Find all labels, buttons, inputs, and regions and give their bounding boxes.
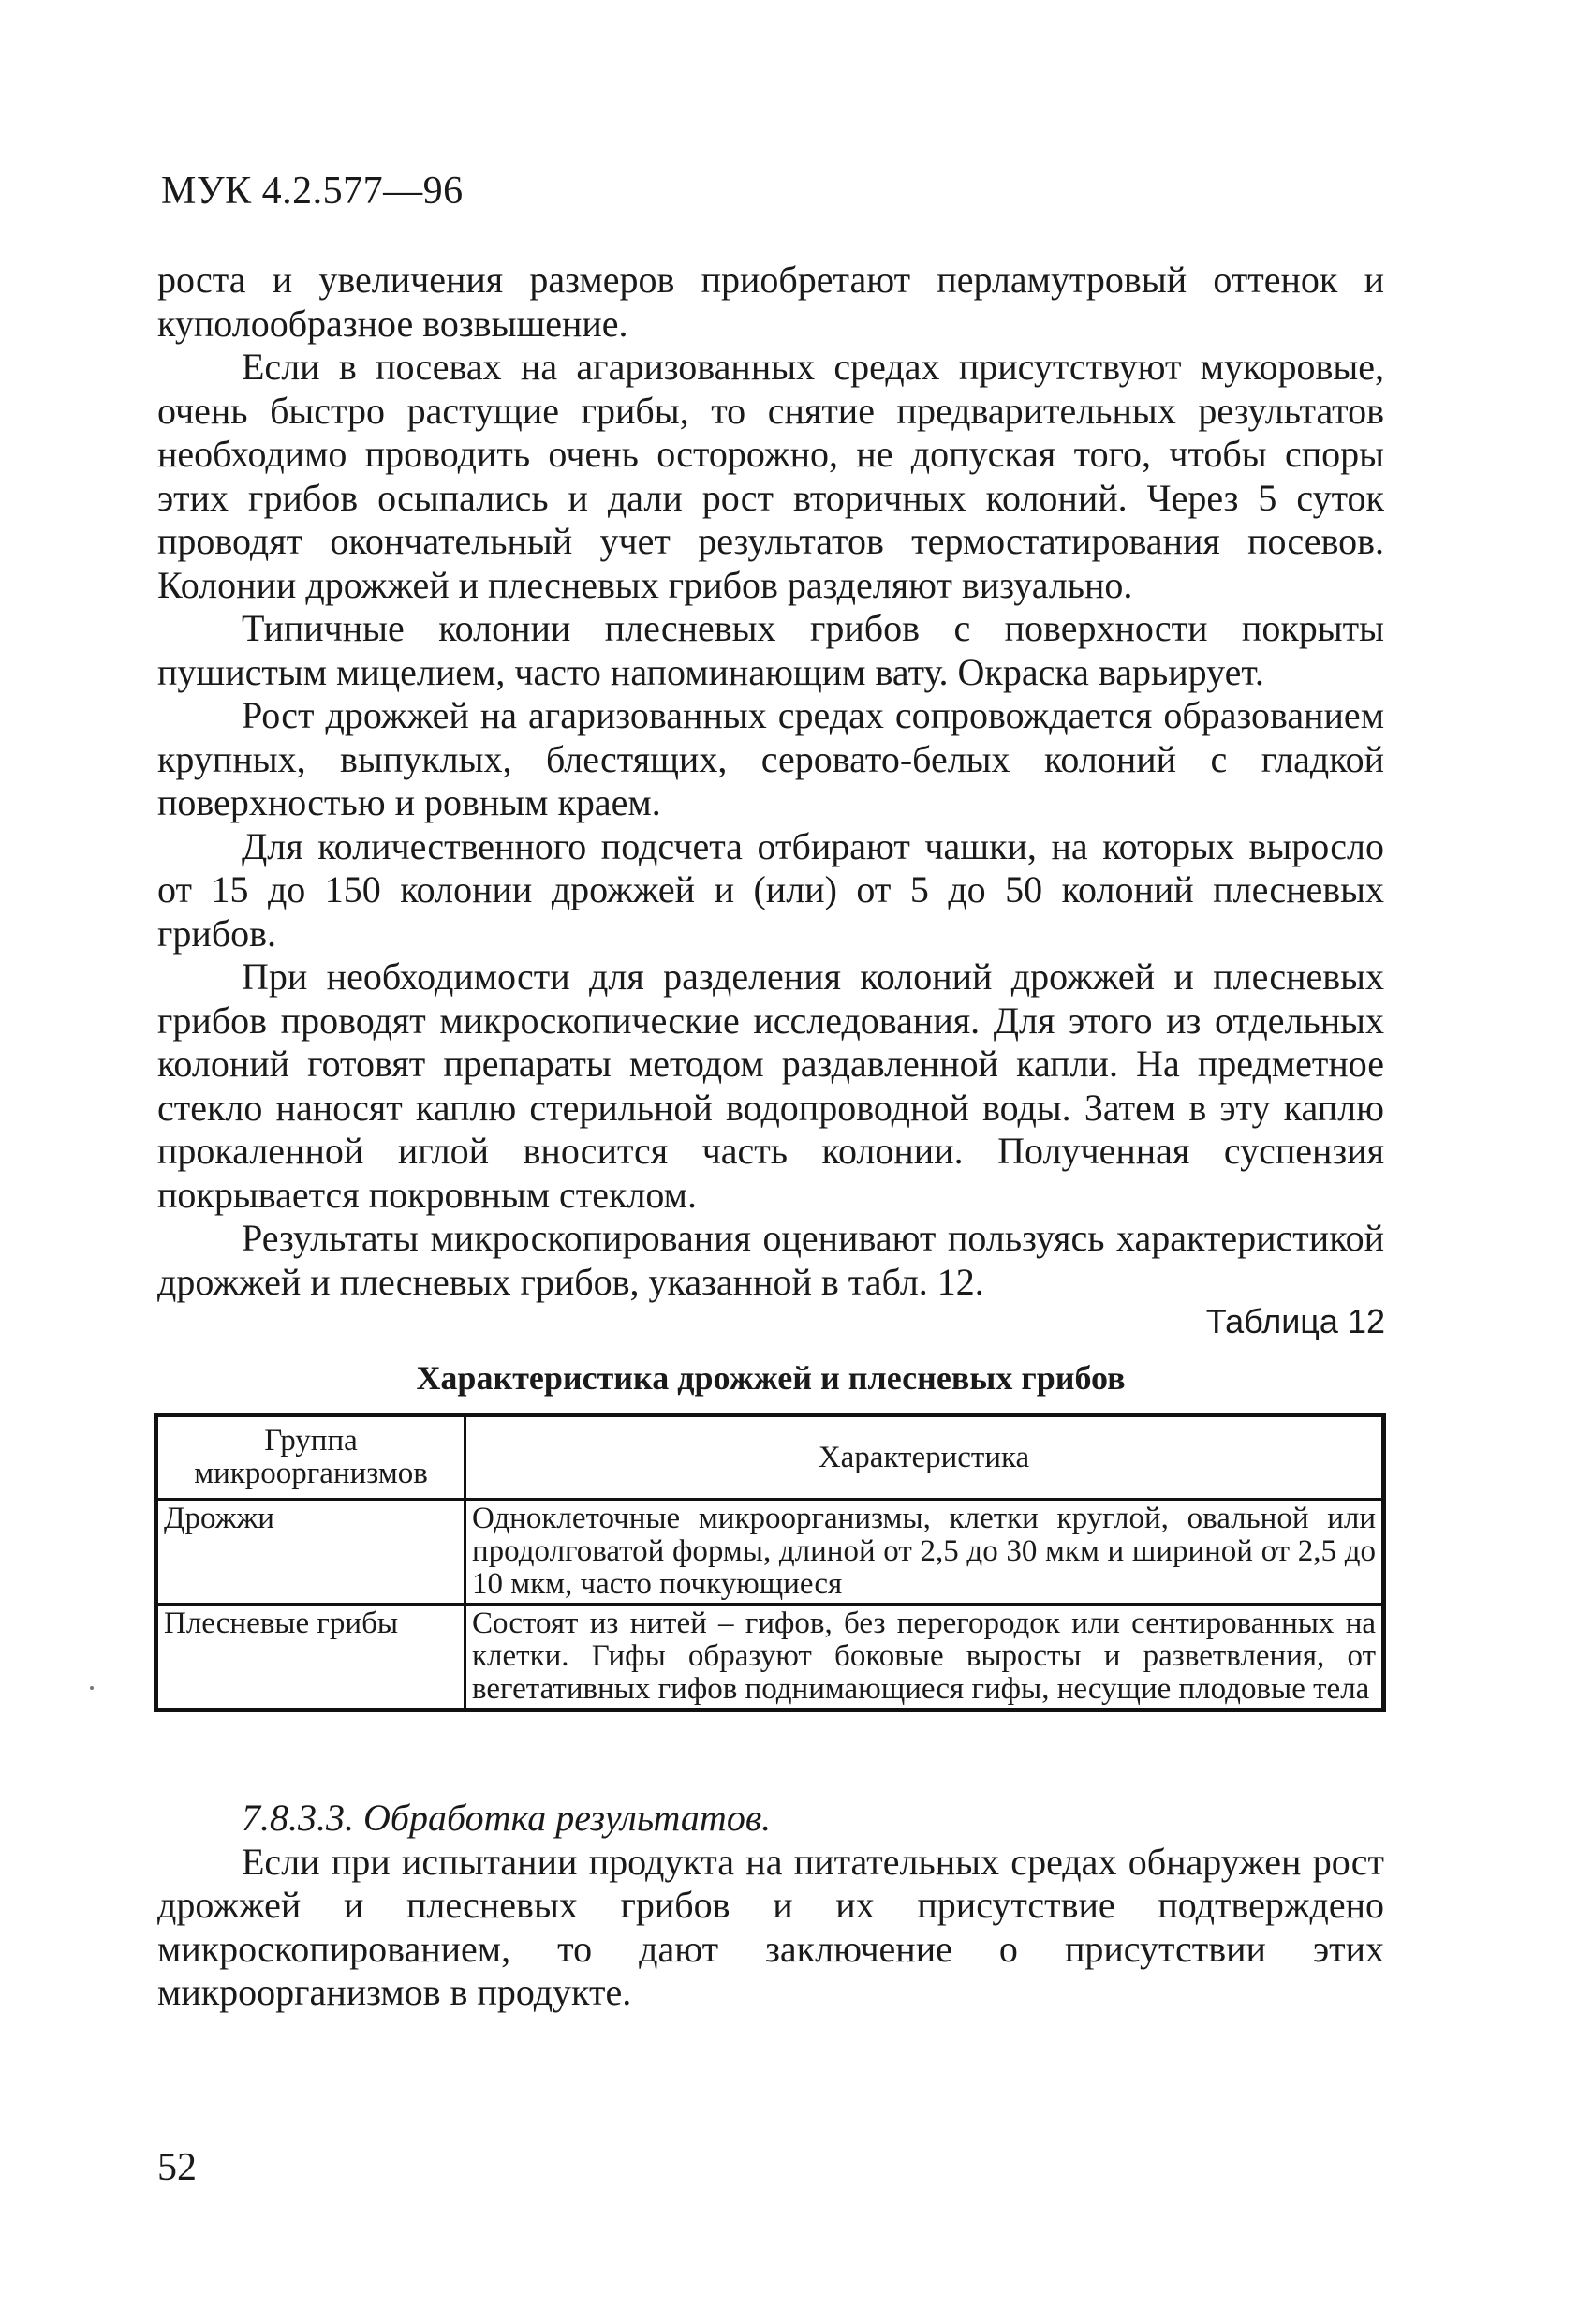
body-text (157, 259, 1384, 1304)
cell-description: Одноклеточные микроорганизмы, клетки круглой, овальной или продолговатой формы, длиной от 2,5 до 30 мкм и шириной от 2,5 до 10 мкм, часто почкующиеся (465, 1500, 1384, 1605)
document-code-header: МУК 4.2.577—96 (161, 170, 464, 213)
table-row (156, 1605, 1384, 1710)
header-characteristic: Характеристика (465, 1415, 1384, 1500)
cell-group: Плесневые грибы (156, 1605, 465, 1710)
page-number: 52 (157, 2146, 197, 2189)
cell-group: Дрожжи (156, 1500, 465, 1605)
table-row (156, 1500, 1384, 1605)
characteristics-table (154, 1413, 1386, 1712)
scan-speck (90, 1686, 94, 1690)
header-group: Группа микроорганизмов (156, 1415, 465, 1500)
paragraph-yeast-growth: Рост дрожжей на агаризованных средах сопровождается образованием крупных, выпуклых, блестящих, серовато-белых колоний с гладкой поверхностью и ровным краем. (157, 694, 1384, 823)
table-label: Таблица 12 (1205, 1302, 1385, 1340)
table-title: Характеристика дрожжей и плесневых грибов (416, 1359, 1126, 1397)
section-heading: 7.8.3.3. Обработка результатов. (242, 1797, 772, 1839)
paragraph-mucor-fungi: Если в посевах на агаризованных средах присутствуют мукоровые, очень быстро растущие грибы, то снятие предварительных результатов необходимо проводить очень осторожно, не допуская того, чтобы споры этих грибов осыпались и дали рост вторичных колоний. Через 5 суток проводят окончательный учет результатов термостатирования посевов. Колонии дрожжей и плесневых грибов разделяют визуально. (157, 346, 1384, 606)
paragraph-continuation: роста и увеличения размеров приобретают перламутровый оттенок и куполообразное возвышение. (157, 259, 1384, 345)
table-header-row (156, 1415, 1384, 1500)
results-section (157, 1797, 1384, 2015)
paragraph-colony-count: Для количественного подсчета отбирают чашки, на которых выросло от 15 до 150 колонии дрожжей и (или) от 5 до 50 колоний плесневых грибов. (157, 824, 1384, 955)
section-text: Если при испытании продукта на питательных средах обнаружен рост дрожжей и плесневых грибов и их присутствие подтверждено микроскопированием, то дают заключение о присутствии этих микроорганизмов в продукте. (157, 1840, 1384, 2013)
paragraph-microscopy-results: Результаты микроскопирования оценивают пользуясь характеристикой дрожжей и плесневых грибов, указанной в табл. 12. (157, 1217, 1384, 1303)
paragraph-microscopy: При необходимости для разделения колоний дрожжей и плесневых грибов проводят микроскопические исследования. Для этого из отдельных колоний готовят препараты методом раздавленной капли. На предметное стекло наносят каплю стерильной водопроводной воды. Затем в эту каплю прокаленной иглой вносится часть колонии. Полученная суспензия покрывается покровным стеклом. (157, 955, 1384, 1216)
cell-description: Состоят из нитей – гифов, без перегородок или сентированных на клетки. Гифы образуют боковые выросты и разветвления, от вегетативных гифов поднимающиеся гифы, несущие плодовые тела (465, 1605, 1384, 1710)
paragraph-mold-colonies: Типичные колонии плесневых грибов с поверхности покрыты пушистым мицелием, часто напоминающим вату. Окраска варьирует. (157, 607, 1384, 693)
